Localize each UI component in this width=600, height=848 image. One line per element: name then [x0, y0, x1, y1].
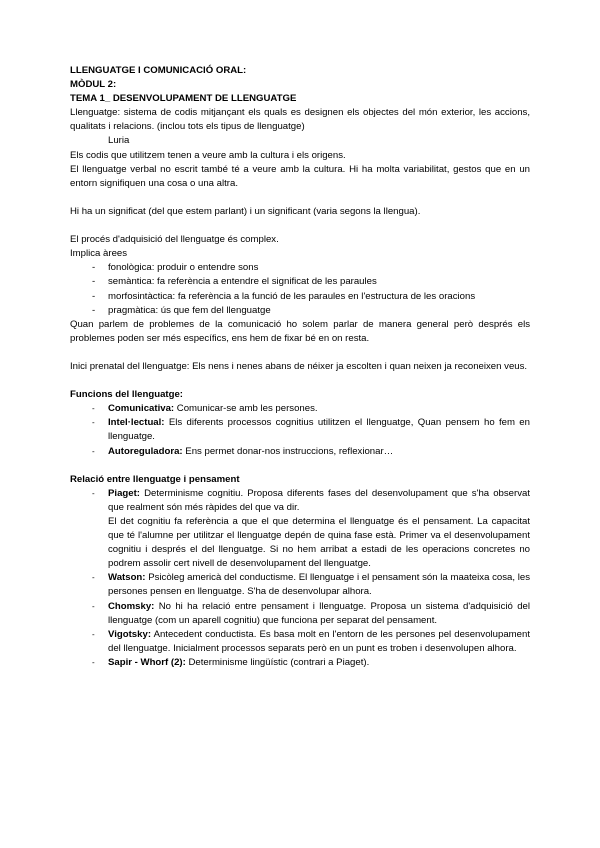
list-item-label: Vigotsky:	[108, 628, 152, 640]
proces-paragraph: El procés d'adquisició del llenguatge és complex.	[70, 234, 279, 246]
list-item-text: morfosintàctica: fa referència a la funció de les paraules en l'estructura de les oracions	[108, 290, 476, 302]
spacer-1	[70, 191, 530, 205]
list-item-text: Antecedent conductista. Es basa molt en l'entorn de les persones pel desenvolupament del llenguatge. Inicialment processos separats però en un punt es troben i desenvolupen alhora.	[108, 628, 530, 654]
list-item	[70, 571, 530, 599]
bullet-dash-icon: -	[92, 290, 96, 302]
list-item	[70, 656, 530, 670]
list-item	[70, 600, 530, 628]
bullet-dash-icon: -	[92, 488, 95, 498]
list-item-text: semàntica: fa referència a entendre el significat de les paraules	[108, 276, 377, 288]
implica-arees-label: Implica àrees	[70, 248, 128, 260]
luria-attribution: Luria	[108, 135, 130, 147]
list-item	[70, 445, 530, 459]
list-item-text: Psicòleg americà del conductisme. El llenguatge i el pensament són la maateixa cosa, les persones pensen en llenguatge. S'ha de desenvolupar alhora.	[108, 572, 531, 598]
bullet-dash-icon: -	[92, 404, 95, 414]
document-title-line-1: LLENGUATGE I COMUNICACIÓ ORAL:	[70, 65, 247, 76]
bullet-dash-icon: -	[92, 446, 95, 456]
piaget-extra-paragraph: El det cognitiu fa referència a que el que determina el llenguatge és el pensament. La capacitat que té l'alumne per utilitzar el llenguatge depén de quina fase està. Primer va el desenvolupament cognitiu i després el del llenguatge. Si no hem arribat a estadi de les operacions concretes no podrem assolir cert nivell de desenvolupament del llenguatge.	[108, 516, 530, 570]
list-item-label: Intel·lectual:	[108, 417, 165, 429]
spacer-4	[70, 374, 530, 388]
bullet-dash-icon: -	[92, 601, 95, 611]
bullet-dash-icon: -	[92, 304, 96, 316]
bullet-dash-icon: -	[92, 629, 95, 639]
codis-paragraph: Els codis que utilitzem tenen a veure amb la cultura i els origens.	[70, 149, 346, 161]
list-item-text: No hi ha relació entre pensament i llenguatge. Proposa un sistema d'adquisició del llenguatge (com un aparell cognitiu) que funciona per separat del pensament.	[108, 600, 530, 626]
list-item-text: Determinisme cognitiu. Proposa diferents fases del desenvolupament que s'ha observat que realment són més ràpides del que va dir.	[108, 487, 531, 513]
verbal-paragraph: El llenguatge verbal no escrit també té a veure amb la cultura. Hi ha molta variabilitat, gestos que en un entorn signifiquen una cosa o una altra.	[70, 163, 530, 189]
list-item-text: Comunicar-se amb les persones.	[176, 403, 318, 415]
bullet-dash-icon: -	[92, 573, 95, 583]
bullet-dash-icon: -	[92, 418, 95, 428]
list-item	[70, 487, 530, 515]
spacer-3	[70, 346, 530, 360]
list-item-label: Watson:	[108, 572, 146, 584]
spacer-5	[70, 459, 530, 473]
document-body	[70, 64, 530, 670]
funcions-list	[70, 402, 530, 458]
list-item-label: Chomsky:	[108, 600, 155, 612]
document-title-line-3: TEMA 1_ DESENVOLUPAMENT DE LLENGUATGE	[70, 93, 297, 105]
list-item	[70, 304, 530, 318]
bullet-dash-icon: -	[92, 276, 96, 288]
list-item-text: Determinisme lingüístic (contrari a Piaget).	[188, 656, 370, 668]
list-item	[70, 275, 530, 289]
problemes-paragraph: Quan parlem de problemes de la comunicació ho solem parlar de manera general però després els problemes poden ser més específics, ens hem de fixar bé en on resta.	[70, 318, 530, 344]
document-title-line-2: MÒDUL 2:	[70, 79, 117, 91]
list-item-label: Autoreguladora:	[108, 445, 183, 457]
list-item	[70, 261, 530, 275]
list-item-text: fonològica: produir o entendre sons	[108, 262, 259, 274]
list-item	[70, 290, 530, 304]
list-item-label: Comunicativa:	[108, 403, 175, 415]
list-item	[70, 416, 530, 444]
list-item	[70, 628, 530, 656]
funcions-heading: Funcions del llenguatge:	[70, 389, 183, 401]
significat-paragraph: Hi ha un significat (del que estem parlant) i un significant (varia segons la llengua).	[70, 205, 421, 217]
list-item-label: Piaget:	[108, 487, 140, 499]
list-item-label: Sapir - Whorf (2):	[108, 656, 186, 668]
relacio-heading: Relació entre llenguatge i pensament	[70, 473, 240, 485]
list-item	[70, 402, 530, 416]
llenguatge-definition: Llenguatge: sistema de codis mitjançant els quals es designen els objectes del món exterior, les accions, qualitats i relacions. (inclou tots els tipus de llenguatge)	[70, 107, 530, 133]
list-item-text: Els diferents processos cognitius utilitzen el llenguatge, Quan pensem ho fem en llenguatge.	[108, 417, 530, 443]
bullet-dash-icon: -	[92, 657, 95, 667]
arees-list	[70, 261, 530, 317]
bullet-dash-icon: -	[92, 262, 96, 274]
list-item-text: Ens permet donar-nos instruccions, reflexionar…	[185, 445, 394, 457]
relacio-list	[70, 487, 530, 670]
list-item-text: pragmàtica: ús que fem del llenguatge	[108, 304, 271, 316]
prenatal-paragraph: Inici prenatal del llenguatge: Els nens i nenes abans de néixer ja escolten i quan neixen ja reconeixen veus.	[70, 360, 528, 372]
spacer-2	[70, 219, 530, 233]
